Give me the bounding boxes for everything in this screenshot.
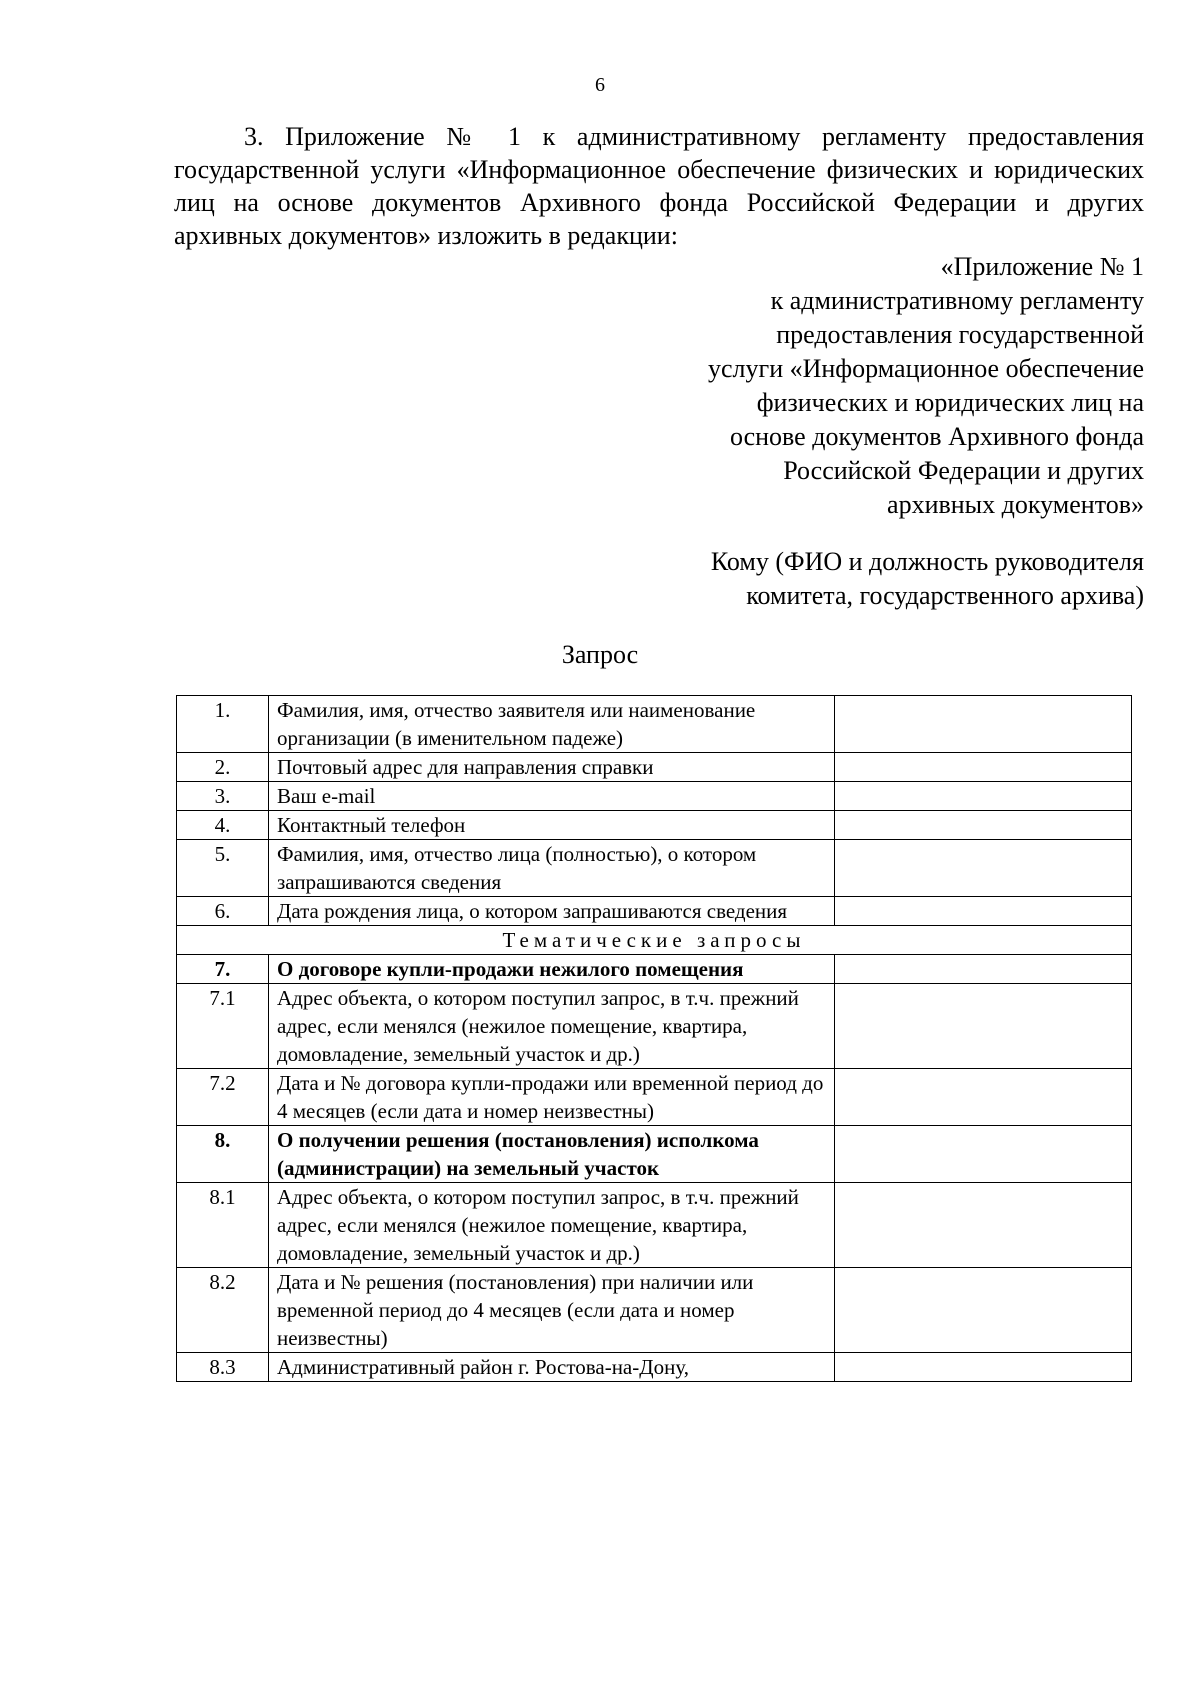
section-header-row: [177, 926, 1132, 955]
row-label: Фамилия, имя, отчество лица (полностью), о котором запрашиваются сведения: [269, 840, 835, 897]
table-row: [177, 955, 1132, 984]
row-label: О договоре купли-продажи нежилого помещения: [269, 955, 835, 984]
appendix-line: к административному регламенту: [770, 286, 1144, 315]
appendix-line: «Приложение № 1: [940, 252, 1144, 281]
row-number: 7.1: [177, 984, 269, 1069]
row-label: Контактный телефон: [269, 811, 835, 840]
appendix-line: физических и юридических лиц на: [756, 388, 1144, 417]
page-number: 6: [595, 74, 605, 96]
row-number: 8.2: [177, 1268, 269, 1353]
table-row: [177, 1069, 1132, 1126]
row-number: 8.: [177, 1126, 269, 1183]
row-number: 7.: [177, 955, 269, 984]
document-title: Запрос: [561, 640, 639, 669]
table-row: [177, 984, 1132, 1069]
row-label: Адрес объекта, о котором поступил запрос, в т.ч. прежний адрес, если менялся (нежилое помещение, квартира, домовладение, земельный участок и др.): [269, 984, 835, 1069]
addressee-line: Кому (ФИО и должность руководителя: [710, 547, 1144, 576]
row-value-field[interactable]: [835, 1183, 1132, 1268]
row-number: 8.1: [177, 1183, 269, 1268]
row-value-field[interactable]: [835, 753, 1132, 782]
row-value-field[interactable]: [835, 1353, 1132, 1382]
appendix-line: архивных документов»: [887, 490, 1144, 519]
table-row: [177, 897, 1132, 926]
row-label: Дата рождения лица, о котором запрашиваются сведения: [269, 897, 835, 926]
row-number: 1.: [177, 696, 269, 753]
row-value-field[interactable]: [835, 696, 1132, 753]
row-number: 8.3: [177, 1353, 269, 1382]
addressee-block: [544, 545, 1144, 613]
row-label: Почтовый адрес для направления справки: [269, 753, 835, 782]
appendix-line: предоставления государственной: [776, 320, 1144, 349]
table-row: [177, 753, 1132, 782]
row-value-field[interactable]: [835, 1126, 1132, 1183]
row-value-field[interactable]: [835, 811, 1132, 840]
appendix-line: услуги «Информационное обеспечение: [708, 354, 1144, 383]
row-value-field[interactable]: [835, 840, 1132, 897]
appendix-line: основе документов Архивного фонда: [729, 422, 1144, 451]
row-label: Ваш e-mail: [269, 782, 835, 811]
row-number: 5.: [177, 840, 269, 897]
addressee-line: комитета, государственного архива): [746, 581, 1144, 610]
table-row: [177, 840, 1132, 897]
table-row: [177, 1353, 1132, 1382]
row-number: 7.2: [177, 1069, 269, 1126]
table-row: [177, 1183, 1132, 1268]
row-value-field[interactable]: [835, 984, 1132, 1069]
row-value-field[interactable]: [835, 1268, 1132, 1353]
appendix-heading-block: [544, 250, 1144, 522]
table-row: [177, 1268, 1132, 1353]
section-header: Тематические запросы: [177, 926, 1132, 955]
table-row: [177, 1126, 1132, 1183]
row-number: 4.: [177, 811, 269, 840]
row-label: Адрес объекта, о котором поступил запрос, в т.ч. прежний адрес, если менялся (нежилое помещение, квартира, домовладение, земельный участок и др.): [269, 1183, 835, 1268]
table-row: [177, 811, 1132, 840]
row-value-field[interactable]: [835, 897, 1132, 926]
row-value-field[interactable]: [835, 782, 1132, 811]
row-label: Административный район г. Ростова-на-Дону,: [269, 1353, 835, 1382]
intro-paragraph: 3. Приложение № 1 к административному регламенту предоставления государственной услуги «Информационное обеспечение физических и юридических лиц на основе документов Архивного фонда Российской Федерации и других архивных документов» изложить в редакции:: [174, 122, 1144, 250]
row-label: Фамилия, имя, отчество заявителя или наименование организации (в именительном падеже): [269, 696, 835, 753]
table-row: [177, 782, 1132, 811]
row-number: 2.: [177, 753, 269, 782]
row-number: 3.: [177, 782, 269, 811]
appendix-line: Российской Федерации и других: [783, 456, 1144, 485]
request-form-table: [176, 695, 1132, 1382]
row-label: Дата и № решения (постановления) при наличии или временной период до 4 месяцев (если дата и номер неизвестны): [269, 1268, 835, 1353]
row-number: 6.: [177, 897, 269, 926]
row-label: Дата и № договора купли-продажи или временной период до 4 месяцев (если дата и номер неизвестны): [269, 1069, 835, 1126]
row-value-field[interactable]: [835, 955, 1132, 984]
row-label: О получении решения (постановления) исполкома (администрации) на земельный участок: [269, 1126, 835, 1183]
table-row: [177, 696, 1132, 753]
row-value-field[interactable]: [835, 1069, 1132, 1126]
